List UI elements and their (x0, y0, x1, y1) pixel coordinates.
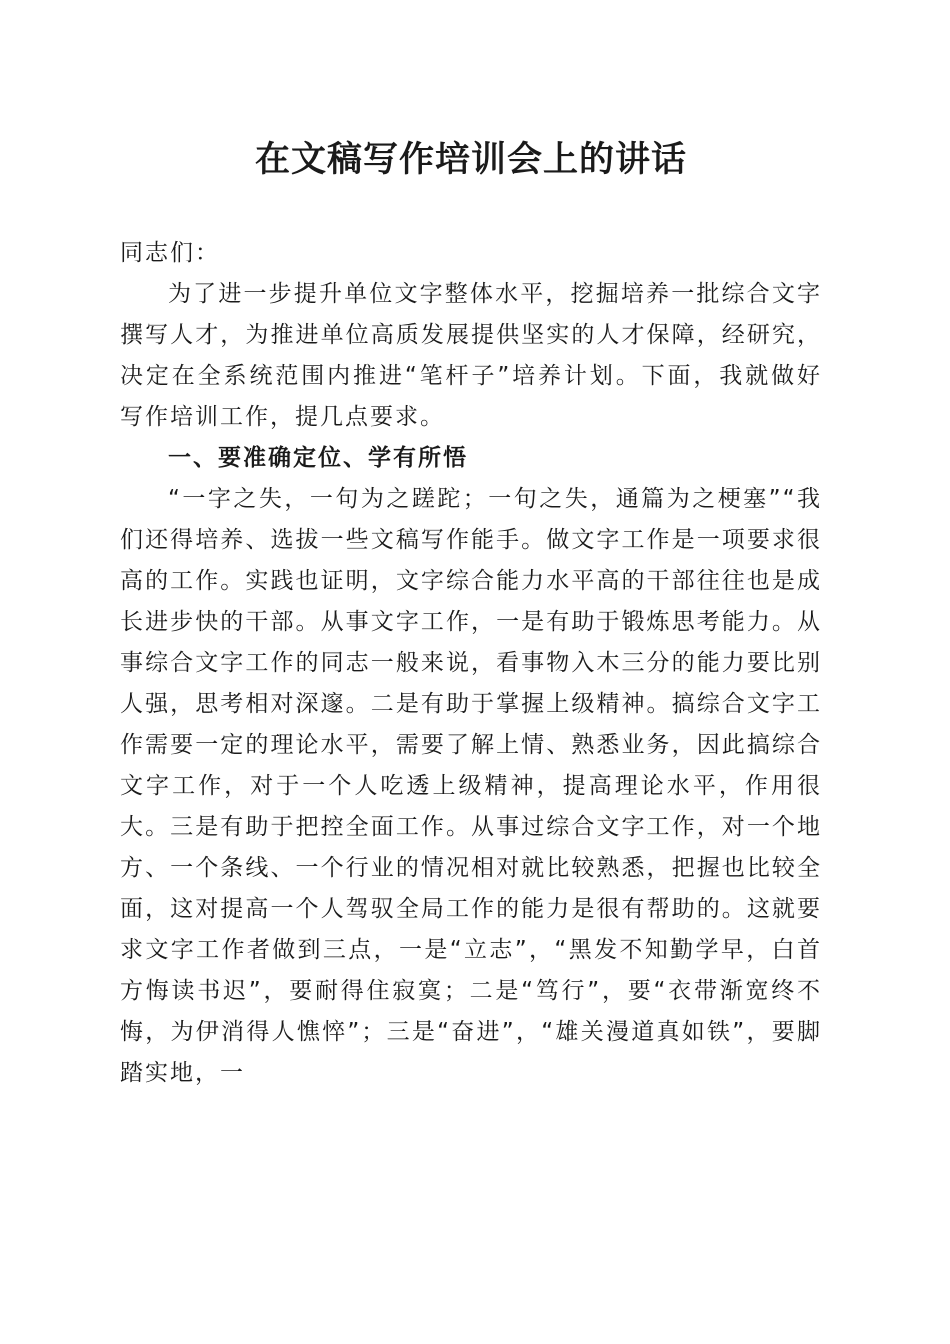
section-1-paragraph: “一字之失，一句为之蹉跎；一句之失，通篇为之梗塞”“我们还得培养、选拔一些文稿写作能手。做文字工作是一项要求很高的工作。实践也证明，文字综合能力水平高的干部往往也是成长进步快的干部。从事文字工作，一是有助于锻炼思考能力。从事综合文字工作的同志一般来说，看事物入木三分的能力要比别人强，思考相对深邃。二是有助于掌握上级精神。搞综合文字工作需要一定的理论水平，需要了解上情、熟悉业务，因此搞综合文字工作，对于一个人吃透上级精神，提高理论水平，作用很大。三是有助于把控全面工作。从事过综合文字工作，对一个地方、一个条线、一个行业的情况相对就比较熟悉，把握也比较全面，这对提高一个人驾驭全局工作的能力是很有帮助的。这就要求文字工作者做到三点，一是“立志”，“黑发不知勤学早，白首方悔读书迟”，要耐得住寂寞；二是“笃行”，要“衣带渐宽终不悔，为伊消得人憔悴”；三是“奋进”，“雄关漫道真如铁”，要脚踏实地，一 (120, 486, 822, 1086)
salutation: 同志们： (120, 240, 220, 266)
section-1-heading: 一、要准确定位、学有所悟 (168, 445, 468, 471)
document-body (120, 233, 822, 1094)
document-title: 在文稿写作培训会上的讲话 (254, 139, 687, 180)
intro-paragraph: 为了进一步提升单位文字整体水平，挖掘培养一批综合文字撰写人才，为推进单位高质发展提供坚实的人才保障，经研究，决定在全系统范围内推进“笔杆子”培养计划。下面，我就做好写作培训工作，提几点要求。 (120, 281, 822, 430)
